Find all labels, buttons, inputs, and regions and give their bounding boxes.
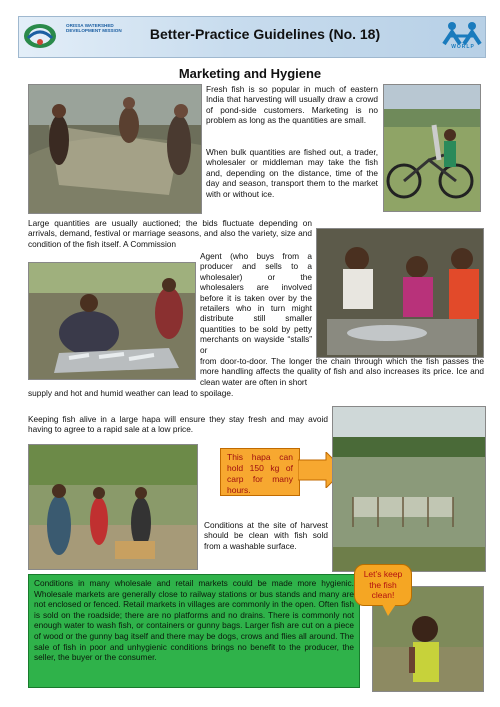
callout-hapa-capacity: This hapa can hold 150 kg of carp for many hours.	[220, 448, 300, 496]
hygiene-notice-box: Conditions in many wholesale and retail markets could be made more hygienic. Wholesale markets are generally close to railway stations or bus stands and many are not enclosed or fenced. Retail markets in villages are commonly in the open. Often fish is sold on the roadside; there are no platforms and no drains. There is commonly not enough water to wash fish, or containers or gunny bags. Larger fish are cut on a piece of wood or the gunny bag itself and there may be dogs, crows and flies all around. The sale of fish in poor and unhygienic conditions brings no benefit to the producer, the seller, the buyer or the consumer.	[28, 574, 360, 688]
photo-hapa-pond	[332, 406, 486, 572]
paragraph-intro: Fresh fish is so popular in much of eastern India that harvesting will usually draw a crowd of pond-side customers. Marketing is no problem as long as the quantities are small.	[206, 84, 378, 126]
photo-boy-bicycle	[383, 84, 481, 212]
photo-fish-sellers	[28, 262, 196, 380]
photo-market-crowd	[316, 228, 484, 358]
paragraph-spoilage: supply and hot and humid weather can lead to spoilage.	[28, 388, 234, 398]
photo-net-harvest	[28, 84, 202, 214]
paragraph-agent: Agent (who buys from a producer and sells to a wholesaler) or the wholesalers are involved before it is taken over by the retailers who in turn might distribute still smaller quantities to be sold by petty merchants on wayside “stalls” or	[200, 251, 312, 355]
paragraph-site-clean: Conditions at the site of harvest should be clean with fish sold from a washable surface.	[204, 520, 328, 551]
paragraph-auction: Large quantities are usually auctioned; the bids fluctuate depending on arrivals, demand, festival or marriage seasons, and also the variety, size and condition of the fish itself. A Commission	[28, 218, 312, 249]
worlp-label: WORLP	[451, 44, 475, 50]
org-name: ORISSA WATERSHED DEVELOPMENT MISSION	[66, 23, 122, 34]
page-title: Marketing and Hygiene	[178, 66, 322, 81]
header-title: Better-Practice Guidelines (No. 18)	[149, 26, 381, 42]
speech-bubble-tail-icon	[382, 604, 396, 616]
speech-bubble-keep-clean: Let’s keep the fish clean!	[354, 564, 412, 606]
paragraph-chain: from door-to-door. The longer the chain through which the fish passes the more handling affects the quality of fish and also increases its price. Ice and clean water are often in short	[200, 356, 484, 387]
paragraph-hapa: Keeping fish alive in a large hapa will ensure they stay fresh and may avoid having to agree to a rapid sale at a low price.	[28, 414, 328, 435]
paragraph-bulk: When bulk quantities are fished out, a trader, wholesaler or middleman may take the fish and, depending on the distance, time of the day and season, transport them to the market with or without ice.	[206, 147, 378, 199]
photo-harvest-site	[28, 444, 198, 570]
